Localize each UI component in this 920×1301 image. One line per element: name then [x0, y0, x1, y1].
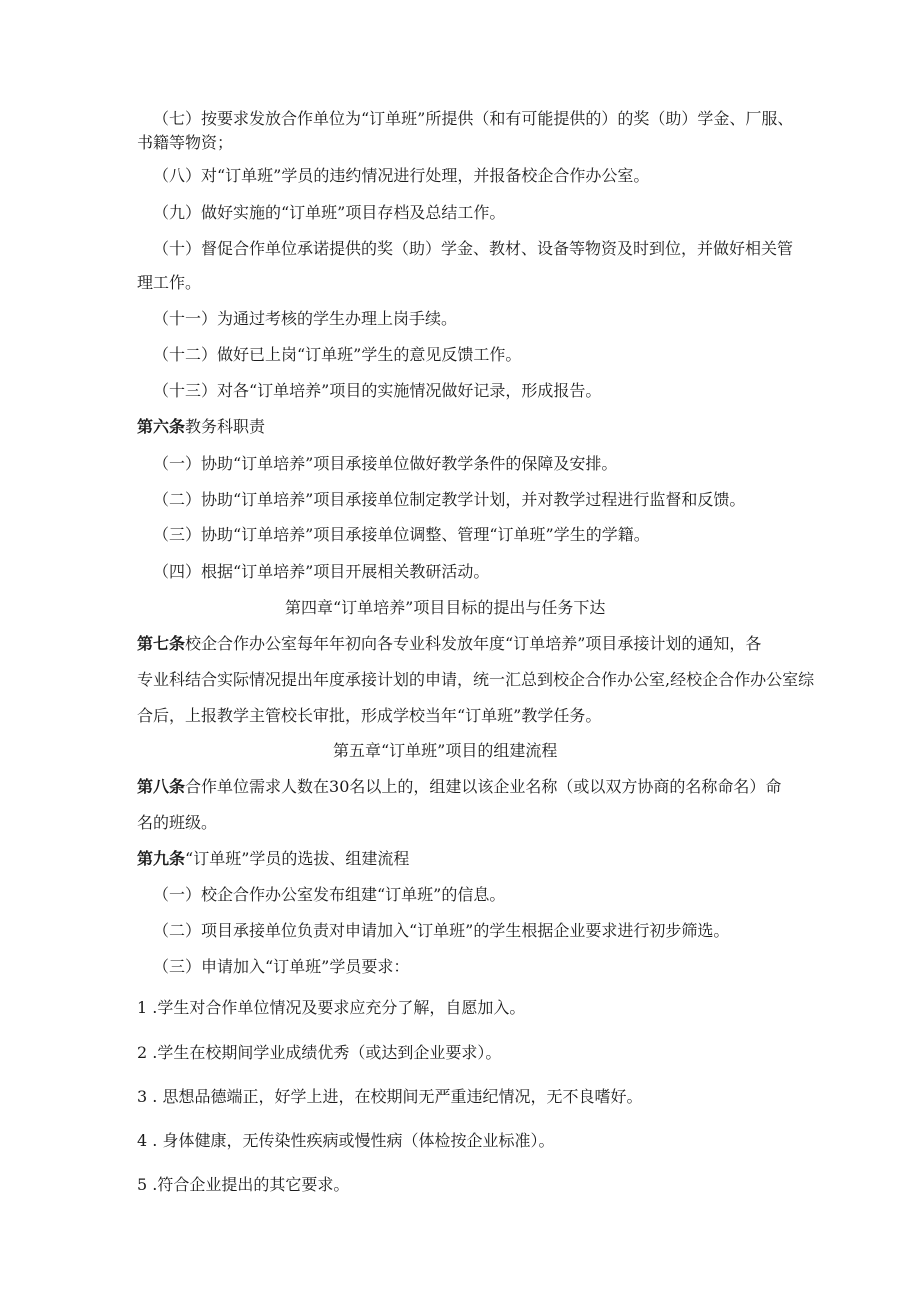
paragraph-item-13: （十三）对各“订单培养”项目的实施情况做好记录，形成报告。	[153, 381, 602, 400]
article-9-item-3: （三）申请加入“订单班”学员要求：	[153, 957, 410, 976]
article-8-line-1	[137, 777, 781, 797]
paragraph-item-12: （十二）做好已上岗“订单班”学生的意见反馈工作。	[153, 345, 522, 364]
requirement-3: 3 . 思想品德端正，好学上进，在校期间无严重违纪情况，无不良嗜好。	[137, 1087, 643, 1106]
article-9-title: “订单班”学员的选拔、组建流程	[185, 849, 410, 868]
article-9-heading	[137, 849, 409, 869]
requirement-2: 2 .学生在校期间学业成绩优秀（或达到企业要求）。	[137, 1043, 502, 1062]
article-8-label: 第八条	[137, 777, 186, 796]
paragraph-item-11: （十一）为通过考核的学生办理上岗手续。	[153, 309, 458, 328]
article-9-item-2: （二）项目承接单位负责对申请加入“订单班”的学生根据企业要求进行初步筛选。	[153, 921, 730, 940]
article-7-line-3: 合后，上报教学主管校长审批，形成学校当年“订单班”教学任务。	[137, 706, 602, 725]
article-9-item-1: （一）校企合作办公室发布组建“订单班”的信息。	[153, 885, 506, 904]
paragraph-item-8: （八）对“订单班”学员的违约情况进行处理，并报备校企合作办公室。	[153, 166, 650, 185]
requirement-4: 4 . 身体健康，无传染性疾病或慢性病（体检按企业标准）。	[137, 1131, 555, 1150]
article-6-label: 第六条	[137, 417, 186, 436]
article-7-line-2: 专业科结合实际情况提出年度承接计划的申请，统一汇总到校企合作办公室,经校企合作办公室综	[137, 670, 815, 689]
article-6-title: 教务科职责	[185, 417, 266, 436]
article-6-heading	[137, 417, 265, 437]
article-6-item-1: （一）协助“订单培养”项目承接单位做好教学条件的保障及安排。	[153, 454, 618, 473]
paragraph-item-9: （九）做好实施的“订单班”项目存档及总结工作。	[153, 203, 506, 222]
article-7-label: 第七条	[137, 634, 186, 653]
paragraph-item-10-line-1: （十）督促合作单位承诺提供的奖（助）学金、教材、设备等物资及时到位，并做好相关管	[153, 239, 794, 258]
article-6-item-3: （三）协助“订单培养”项目承接单位调整、管理“订单班”学生的学籍。	[153, 525, 650, 544]
requirement-1: 1 .学生对合作单位情况及要求应充分了解，自愿加入。	[137, 998, 526, 1017]
article-7-line-1	[137, 634, 761, 654]
article-9-label: 第九条	[137, 849, 186, 868]
article-8-text: 合作单位需求人数在30名以上的，组建以该企业名称（或以双方协商的名称命名）命	[185, 777, 782, 796]
paragraph-item-7-line-2: 书籍等物资；	[137, 133, 234, 152]
chapter-4-title: 第四章“订单培养”项目目标的提出与任务下达	[285, 598, 606, 617]
article-7-text: 校企合作办公室每年年初向各专业科发放年度“订单培养”项目承接计划的通知，各	[185, 634, 762, 653]
requirement-5: 5 .符合企业提出的其它要求。	[137, 1175, 350, 1194]
article-6-item-2: （二）协助“订单培养”项目承接单位制定教学计划，并对教学过程进行监督和反馈。	[153, 490, 746, 509]
article-6-item-4: （四）根据“订单培养”项目开展相关教研活动。	[153, 562, 490, 581]
article-8-line-2: 名的班级。	[137, 813, 218, 832]
paragraph-item-10-line-2: 理工作。	[137, 273, 202, 292]
chapter-5-title: 第五章“订单班”项目的组建流程	[333, 741, 558, 760]
paragraph-item-7-line-1: （七）按要求发放合作单位为“订单班”所提供（和有可能提供的）的奖（助）学金、厂服、	[153, 109, 794, 128]
